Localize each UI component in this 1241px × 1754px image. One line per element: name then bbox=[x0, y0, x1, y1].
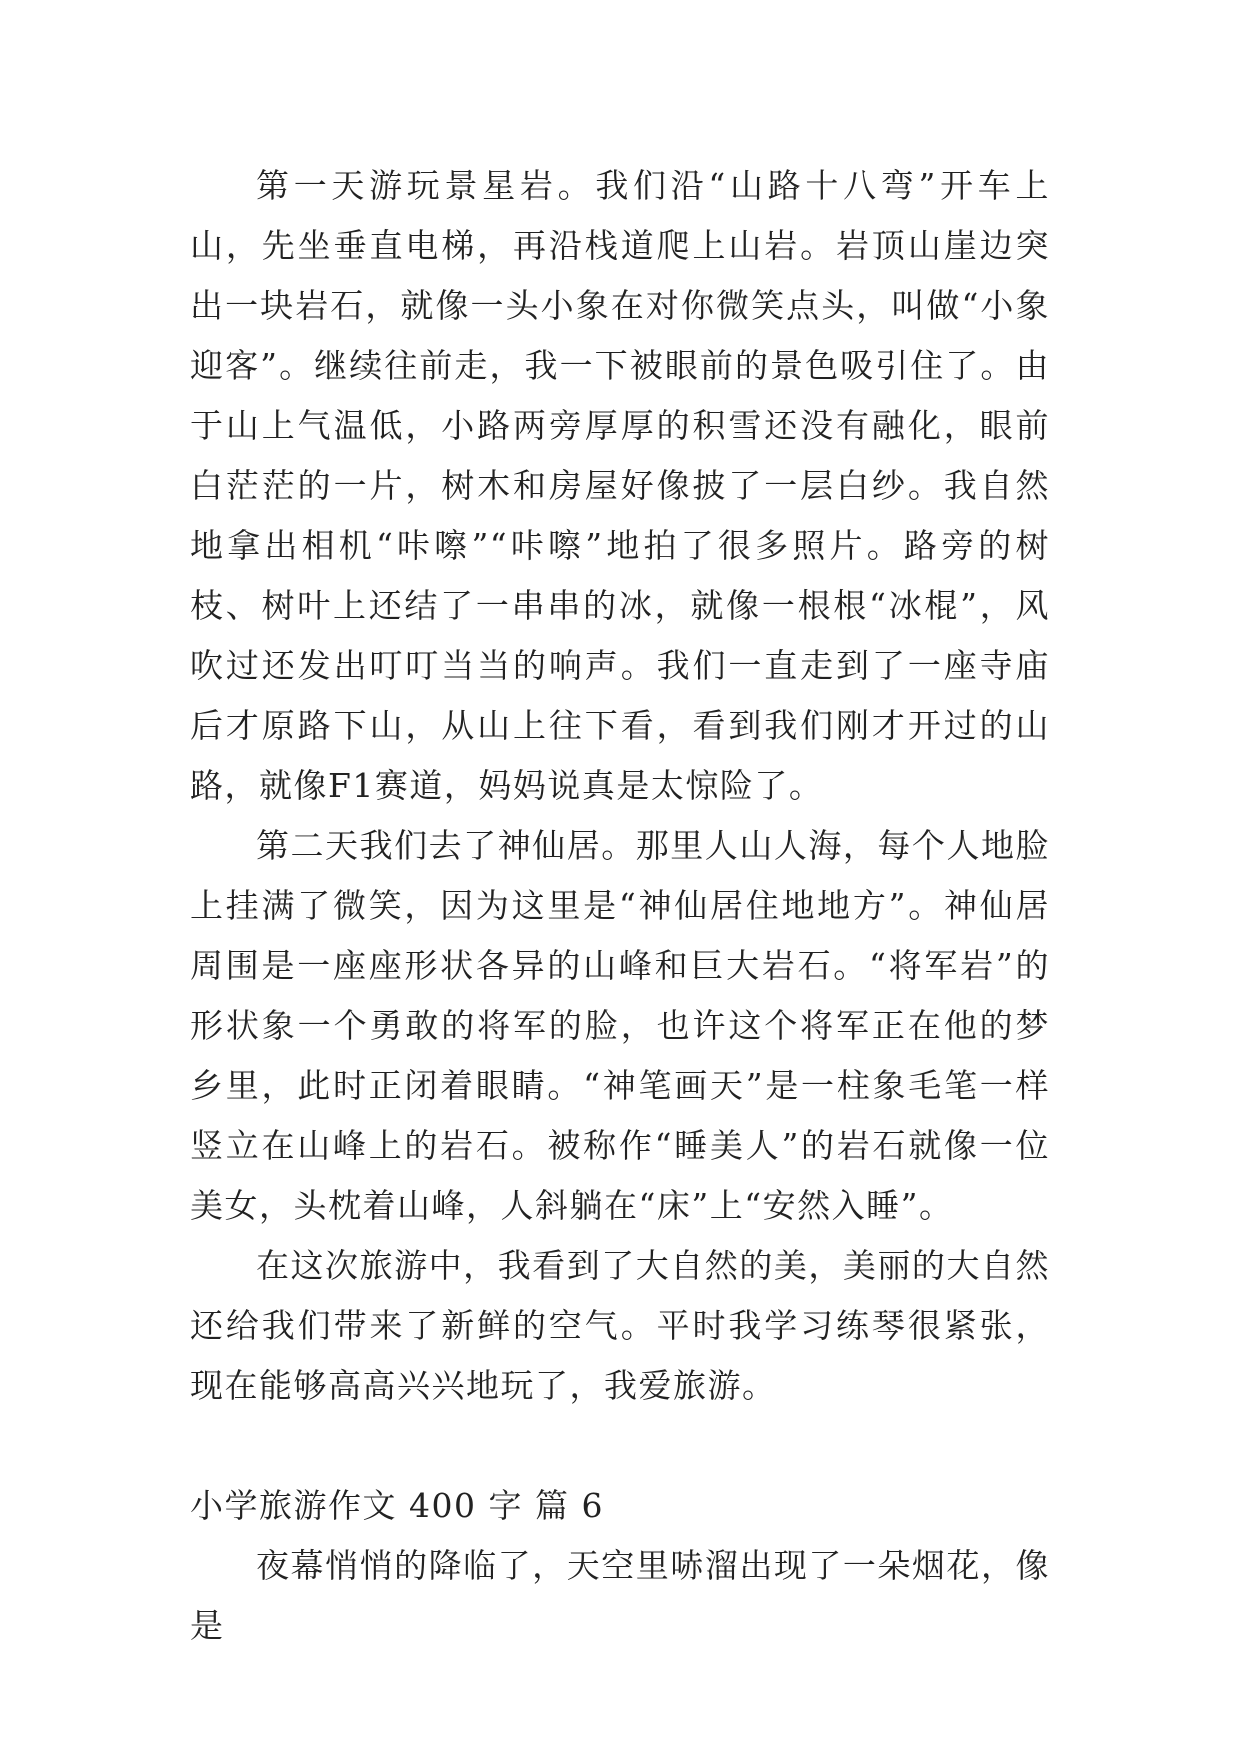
paragraph-conclusion: 在这次旅游中，我看到了大自然的美，美丽的大自然还给我们带来了新鲜的空气。平时我学习练琴很紧张，现在能够高高兴兴地玩了，我爱旅游。 bbox=[190, 1246, 1050, 1405]
paragraph-next-essay: 夜幕悄悄的降临了，天空里哧溜出现了一朵烟花，像是 bbox=[190, 1546, 1050, 1645]
document-body bbox=[190, 156, 1050, 1656]
paragraph-day-one: 第一天游玩景星岩。我们沿“山路十八弯”开车上山，先坐垂直电梯，再沿栈道爬上山岩。岩顶山崖边突出一块岩石，就像一头小象在对你微笑点头，叫做“小象迎客”。继续往前走，我一下被眼前的景色吸引住了。由于山上气温低，小路两旁厚厚的积雪还没有融化，眼前白茫茫的一片，树木和房屋好像披了一层白纱。我自然地拿出相机“咔嚓”“咔嚓”地拍了很多照片。路旁的树枝、树叶上还结了一串串的冰，就像一根根“冰棍”，风吹过还发出叮叮当当的响声。我们一直走到了一座寺庙后才原路下山，从山上往下看，看到我们刚才开过的山路，就像F1赛道，妈妈说真是太惊险了。 bbox=[190, 166, 1050, 805]
paragraph-day-two: 第二天我们去了神仙居。那里人山人海，每个人地脸上挂满了微笑，因为这里是“神仙居住地地方”。神仙居周围是一座座形状各异的山峰和巨大岩石。“将军岩”的形状象一个勇敢的将军的脸，也许这个将军正在他的梦乡里，此时正闭着眼睛。“神笔画天”是一柱象毛笔一样竖立在山峰上的岩石。被称作“睡美人”的岩石就像一位美女，头枕着山峰，人斜躺在“床”上“安然入睡”。 bbox=[190, 826, 1050, 1225]
section-heading: 小学旅游作文 400 字 篇 6 bbox=[190, 1486, 604, 1525]
